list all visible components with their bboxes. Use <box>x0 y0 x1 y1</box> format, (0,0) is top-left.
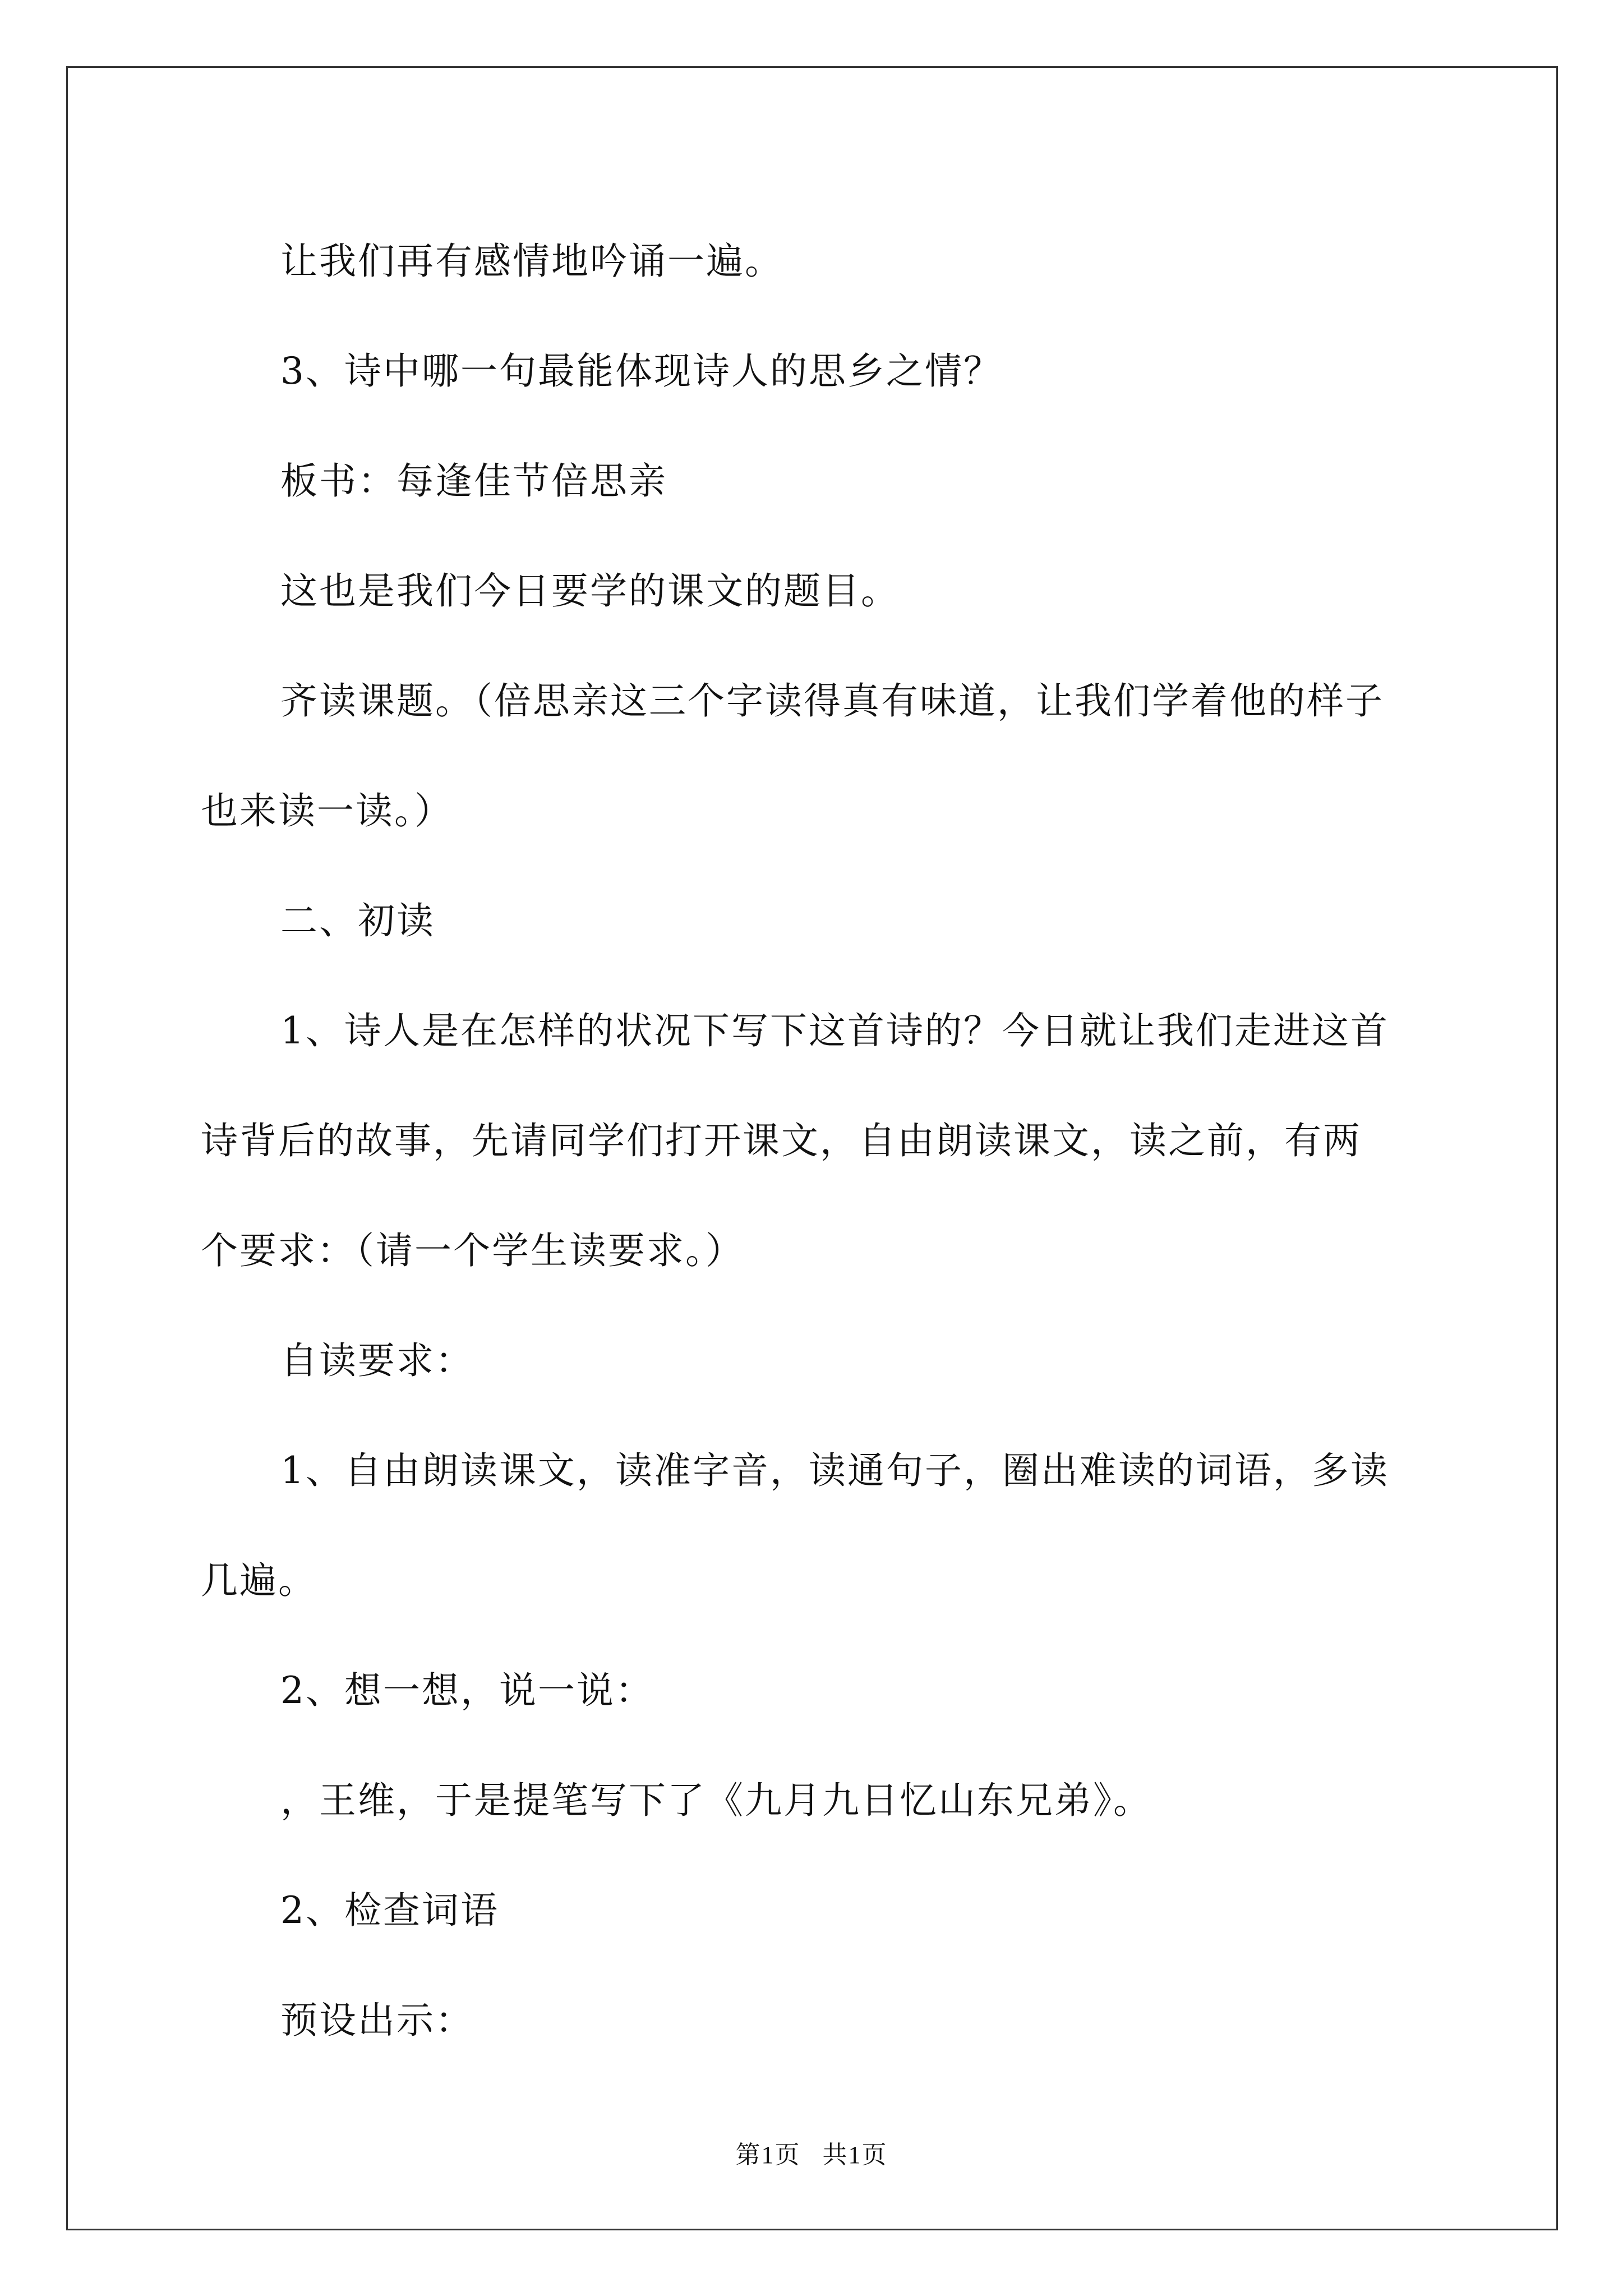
text-line: 板书：每逢佳节倍思亲 <box>280 459 667 503</box>
text-line: 诗背后的故事，先请同学们打开课文，自由朗读课文，读之前，有两 <box>201 1119 1362 1162</box>
paragraph <box>201 1966 1426 2076</box>
text-line: 这也是我们今日要学的课文的题目。 <box>280 569 900 613</box>
text-line: 让我们再有感情地吟诵一遍。 <box>280 240 783 283</box>
page-total: 共1页 <box>822 2141 888 2169</box>
page-number: 第1页 <box>735 2141 801 2169</box>
text-line: 二、初读 <box>280 899 435 942</box>
text-line: 几遍。 <box>201 1559 317 1602</box>
paragraph <box>201 1636 1426 1746</box>
paragraph <box>201 1746 1426 1856</box>
text-line: 自读要求： <box>280 1339 474 1382</box>
paragraph <box>201 1416 1426 1636</box>
paragraph <box>201 426 1426 536</box>
paragraph <box>201 316 1426 426</box>
section-heading <box>201 866 1426 976</box>
paragraph <box>201 976 1426 1306</box>
paragraph <box>201 206 1426 316</box>
text-line: 预设出示： <box>280 1999 474 2042</box>
text-line: 2、检查词语 <box>280 1889 499 1932</box>
paragraph <box>201 646 1426 866</box>
document-body <box>201 206 1426 2076</box>
paragraph <box>201 1306 1426 1416</box>
text-line: 个要求：（请一个学生读要求。） <box>201 1229 744 1272</box>
text-line: 3、诗中哪一句最能体现诗人的思乡之情？ <box>280 349 1002 393</box>
paragraph <box>201 1856 1426 1966</box>
text-line: 2、想一想，说一说： <box>280 1669 654 1712</box>
text-line: 齐读课题。（倍思亲这三个字读得真有味道，让我们学着他的样子 <box>280 679 1384 723</box>
text-line: 1、诗人是在怎样的状况下写下这首诗的？今日就让我们走进这首 <box>280 1009 1389 1052</box>
text-line: ，王维，于是提笔写下了《九月九日忆山东兄弟》。 <box>280 1779 1152 1822</box>
paragraph <box>201 536 1426 646</box>
text-line: 1、自由朗读课文，读准字音，读通句子，圈出难读的词语，多读 <box>280 1449 1389 1492</box>
text-line: 也来读一读。） <box>201 789 453 832</box>
page-footer <box>0 2134 1623 2170</box>
